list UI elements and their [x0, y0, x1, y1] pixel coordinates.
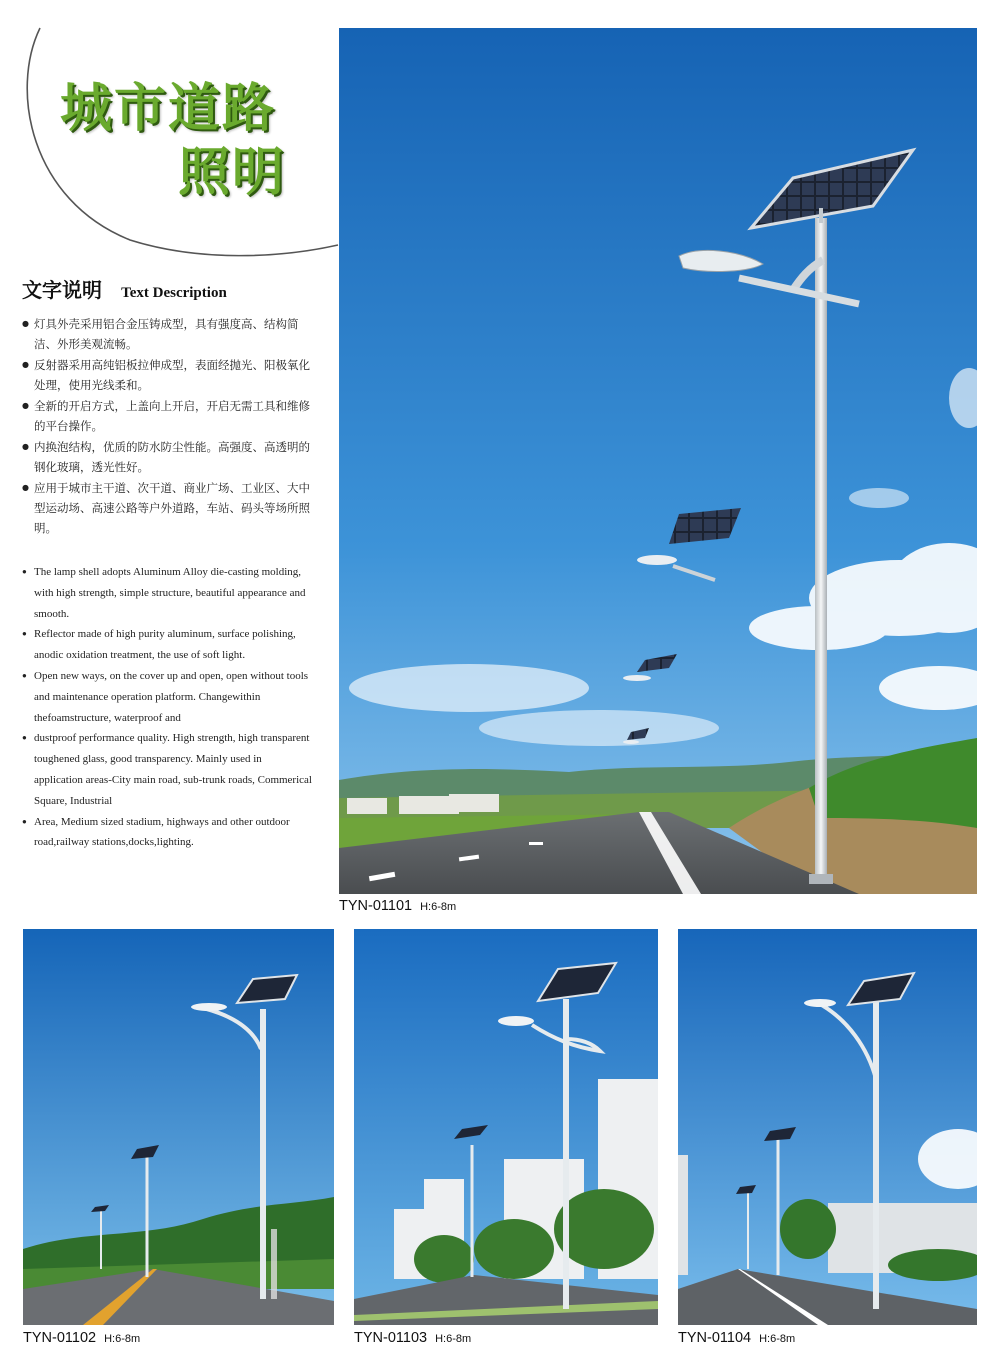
product-photo-3: [354, 929, 658, 1325]
cn-item: ● 灯具外壳采用铝合金压铸成型，具有强度高、结构简洁、外形美观流畅。: [22, 314, 312, 354]
en-item: ● dustproof performance quality. High strength, high transparent toughened glass, good transparency. Mainly used in application areas-City main road, sub-trunk roads, Commerical Square, Industrial: [22, 728, 312, 811]
height-spec: H:6-8m: [435, 1333, 472, 1345]
height-spec: H:6-8m: [420, 901, 457, 913]
section-heading: [22, 274, 227, 303]
model-number: TYN-01103: [354, 1330, 428, 1346]
cn-item: ● 应用于城市主干道、次干道、商业广场、工业区、大中型运动场、高速公路等户外道路，车站、码头等场所照明。: [22, 478, 312, 538]
cn-description-list: [22, 314, 312, 539]
cn-item: ● 全新的开启方式，上盖向上开启，开启无需工具和维修的平台操作。: [22, 396, 312, 436]
en-item: ● Open new ways, on the cover up and open, open without tools and maintenance operation platform. Changewithin thefoamstructure, waterproof and: [22, 666, 312, 728]
product-caption-4: [678, 1330, 795, 1346]
en-item: ● Reflector made of high purity aluminum, surface polishing, anodic oxidation treatment, the use of soft light.: [22, 624, 312, 666]
en-item: ● The lamp shell adopts Aluminum Alloy die-casting molding, with high strength, simple structure, beautiful appearance and smooth.: [22, 562, 312, 624]
heading-en: Text Description: [121, 285, 227, 301]
heading-cn: 文字说明: [22, 278, 102, 302]
cn-item: ● 内换泡结构，优质的防水防尘性能。高强度、高透明的钢化玻璃，透光性好。: [22, 437, 312, 477]
product-photo-main: [339, 28, 977, 894]
product-caption-3: [354, 1330, 471, 1346]
product-photo-2: [23, 929, 334, 1325]
height-spec: H:6-8m: [104, 1333, 141, 1345]
product-photo-4: [678, 929, 977, 1325]
height-spec: H:6-8m: [759, 1333, 796, 1345]
en-item: ● Area, Medium sized stadium, highways and other outdoor road,railway stations,docks,lighting.: [22, 812, 312, 854]
en-description-list: [22, 562, 312, 853]
cn-item: ● 反射器采用高纯铝板拉伸成型，表面经抛光、阳极氧化处理，使用光线柔和。: [22, 355, 312, 395]
product-caption-2: [23, 1330, 140, 1346]
page-title-line2: 照明: [178, 143, 287, 203]
model-number: TYN-01101: [339, 898, 413, 914]
model-number: TYN-01102: [23, 1330, 97, 1346]
model-number: TYN-01104: [678, 1330, 752, 1346]
page-title-line1: 城市道路: [60, 79, 277, 139]
product-caption-1: [339, 898, 456, 914]
